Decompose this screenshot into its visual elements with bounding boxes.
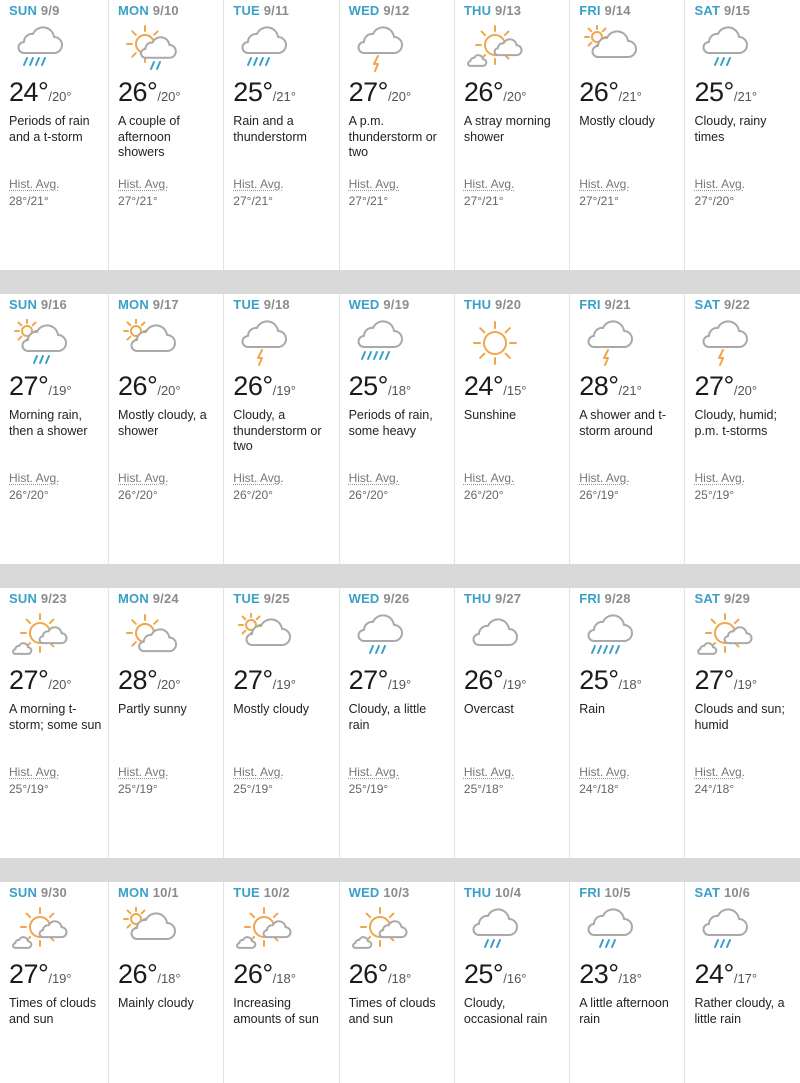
date-label: 9/18 [263,297,290,312]
hist-avg-value: 27°/21° [348,194,389,208]
hist-avg-label[interactable]: Hist. Avg. [694,177,745,191]
sun-clouds-icon [352,907,408,955]
hist-avg-label[interactable]: Hist. Avg. [348,471,400,485]
temperatures [9,959,108,990]
forecast-phrase: Times of clouds and sun [348,996,436,1026]
hist-avg-label[interactable]: Hist. Avg. [233,471,284,485]
day-of-week: FRI [579,591,601,606]
temperatures [233,77,338,108]
low-temp: /18° [387,383,412,398]
low-temp: /20° [157,89,181,104]
forecast-phrase: Mostly cloudy, a shower [118,408,207,438]
forecast-phrase: A couple of afternoon showers [118,114,180,159]
hist-avg-value: 27°/20° [694,194,735,208]
hist-avg-value: 24°/18° [694,782,735,796]
low-temp: /20° [733,383,758,398]
day-of-week: SUN [9,297,38,312]
heavy-rain-icon [352,319,408,367]
date-label: 9/21 [604,297,631,312]
forecast-phrase: Clouds and sun; humid [694,702,785,732]
date-label: 9/11 [263,3,290,18]
low-temp: /19° [48,383,72,398]
week-row [0,0,800,270]
day-cell[interactable] [569,882,684,1083]
high-temp: 25° [694,77,734,107]
day-cell[interactable] [339,588,454,858]
sun-clouds-icon [467,25,523,73]
forecast-phrase: Morning rain, then a shower [9,408,88,438]
forecast-phrase: Rather cloudy, a little rain [694,996,785,1026]
date-label: 9/13 [495,3,522,18]
hist-avg-value: 26°/19° [579,488,619,502]
day-cell[interactable] [0,588,108,858]
cloud-icon [467,613,523,661]
temperatures [349,371,454,402]
high-temp: 25° [463,959,504,989]
hist-avg-value: 25°/19° [118,782,158,796]
day-of-week: THU [463,3,492,18]
temperatures [464,665,569,696]
low-temp: /21° [733,89,758,104]
forecast-phrase: Increasing amounts of sun [233,996,319,1026]
date-label: 10/6 [723,885,751,900]
hist-avg-value: 26°/20° [233,488,273,502]
day-date [9,591,108,606]
hist-avg-label[interactable]: Hist. Avg. [579,177,630,191]
hist-avg-value: 27°/21° [118,194,158,208]
sun-clouds-icon [697,613,753,661]
temperatures [349,77,454,108]
day-date [694,591,799,606]
date-label: 10/2 [263,885,290,900]
day-of-week: SUN [9,591,38,606]
sun-clouds-icon [236,907,292,955]
date-label: 10/3 [383,885,410,900]
day-of-week: THU [463,885,492,900]
temperatures [579,959,684,990]
hist-avg-value: 27°/21° [463,194,504,208]
high-temp: 25° [579,665,619,695]
forecast-phrase: Mostly cloudy [233,702,310,716]
forecast-phrase: Overcast [463,702,514,716]
forecast-phrase: Cloudy, occasional rain [463,996,548,1026]
date-label: 9/29 [723,591,751,606]
day-of-week: TUE [233,3,260,18]
day-date [9,297,108,312]
day-cell[interactable] [684,294,799,564]
low-temp: /20° [48,89,72,104]
high-temp: 27° [694,665,734,695]
day-cell[interactable] [569,0,684,270]
day-of-week: MON [118,3,149,18]
hist-avg-value: 25°/19° [233,782,273,796]
forecast-phrase: Cloudy, a little rain [348,702,427,732]
high-temp: 27° [694,371,734,401]
day-date [118,3,223,18]
low-temp: /19° [272,383,296,398]
forecast-phrase: Periods of rain, some heavy [348,408,433,438]
day-cell[interactable] [569,588,684,858]
high-temp: 26° [233,959,273,989]
temperatures [464,371,569,402]
hist-avg-value: 27°/21° [233,194,273,208]
cloud-light-rain-icon [582,907,638,955]
hist-avg-label[interactable]: Hist. Avg. [9,471,60,485]
day-cell[interactable] [0,294,108,564]
date-label: 9/24 [152,591,179,606]
temperatures [579,371,684,402]
day-date [118,885,223,900]
high-temp: 24° [694,959,734,989]
day-date [579,297,684,312]
high-temp: 27° [9,959,49,989]
rain-icon [236,25,292,73]
date-label: 9/20 [495,297,522,312]
date-label: 9/12 [383,3,410,18]
forecast-phrase: Cloudy, a thunderstorm or two [233,408,322,453]
date-label: 9/30 [40,885,67,900]
date-label: 9/14 [604,3,631,18]
thunderstorm-icon [582,319,638,367]
day-of-week: MON [118,591,149,606]
hist-avg-label[interactable]: Hist. Avg. [579,765,630,779]
week-row [0,564,800,858]
temperatures [118,77,223,108]
forecast-phrase: Sunshine [463,408,517,422]
day-cell[interactable] [339,882,454,1083]
hist-avg-value: 26°/20° [118,488,158,502]
forecast-phrase: A shower and t-storm around [579,408,667,438]
day-date [579,885,684,900]
hist-avg-label[interactable]: Hist. Avg. [463,471,515,485]
day-cell[interactable] [569,294,684,564]
high-temp: 25° [348,371,388,401]
partly-sunny-icon [121,613,177,661]
high-temp: 26° [579,77,619,107]
day-of-week: WED [348,885,380,900]
date-label: 9/15 [723,3,751,18]
day-of-week: THU [463,297,492,312]
day-cell[interactable] [684,588,799,858]
temperatures [9,665,108,696]
day-cell[interactable] [223,0,338,270]
hist-avg-label[interactable]: Hist. Avg. [694,471,745,485]
low-temp: /18° [272,971,296,986]
forecast-phrase: A p.m. thunderstorm or two [348,114,437,159]
low-temp: /21° [618,89,642,104]
hist-avg-value: 26°/20° [348,488,389,502]
day-of-week: THU [463,591,492,606]
day-cell[interactable] [223,882,338,1083]
day-of-week: MON [118,885,149,900]
forecast-phrase: A little afternoon rain [579,996,669,1026]
day-date [233,885,338,900]
date-label: 9/22 [723,297,751,312]
day-cell[interactable] [339,0,454,270]
date-label: 9/10 [152,3,179,18]
day-of-week: TUE [233,297,260,312]
cloud-light-rain-icon [352,613,408,661]
high-temp: 26° [463,665,504,695]
week-row [0,858,800,1083]
day-cell[interactable] [0,0,108,270]
hist-avg-label[interactable]: Hist. Avg. [579,471,630,485]
day-of-week: MON [118,297,149,312]
date-label: 10/5 [604,885,631,900]
date-label: 9/17 [152,297,179,312]
day-date [9,3,108,18]
day-date [349,3,454,18]
day-date [464,591,569,606]
day-date [233,297,338,312]
hist-avg-label[interactable]: Hist. Avg. [118,471,169,485]
temperatures [579,665,684,696]
temperatures [349,959,454,990]
day-date [464,297,569,312]
high-temp: 28° [579,371,619,401]
hist-avg-label[interactable]: Hist. Avg. [348,177,400,191]
forecast-phrase: Rain and a thunderstorm [233,114,307,144]
day-of-week: FRI [579,3,601,18]
low-temp: /19° [733,677,758,692]
temperatures [233,371,338,402]
temperatures [9,77,108,108]
high-temp: 27° [9,665,49,695]
hist-avg-value: 25°/18° [463,782,504,796]
temperatures [349,665,454,696]
day-cell[interactable] [684,882,799,1083]
temperatures [464,959,569,990]
day-date [694,3,799,18]
hist-avg-value: 25°/19° [694,488,735,502]
day-date [118,297,223,312]
low-temp: /19° [503,677,527,692]
day-cell[interactable] [108,0,223,270]
temperatures [118,959,223,990]
temperatures [233,959,338,990]
date-label: 9/19 [383,297,410,312]
day-date [579,591,684,606]
day-cell[interactable] [108,588,223,858]
high-temp: 26° [233,371,273,401]
hist-avg-value: 26°/20° [463,488,504,502]
day-date [694,885,799,900]
low-temp: /18° [618,677,642,692]
day-of-week: SUN [9,885,38,900]
forecast-phrase: Mostly cloudy [579,114,655,128]
day-cell[interactable] [454,294,569,564]
low-temp: /18° [618,971,642,986]
hist-avg-value: 25°/19° [348,782,389,796]
low-temp: /16° [503,971,527,986]
temperatures [233,665,338,696]
sun-clouds-icon [12,907,68,955]
high-temp: 24° [9,77,49,107]
sun-cloud-rain-icon [121,25,177,73]
high-temp: 27° [9,371,49,401]
day-cell[interactable] [108,294,223,564]
day-date [349,591,454,606]
temperatures [694,77,799,108]
temperatures [694,665,799,696]
day-of-week: WED [348,3,380,18]
day-cell[interactable] [108,882,223,1083]
low-temp: /18° [157,971,181,986]
temperatures [118,665,223,696]
hist-avg-label[interactable]: Hist. Avg. [118,177,169,191]
cloud-light-rain-icon [697,25,753,73]
date-label: 10/1 [152,885,179,900]
cloud-light-rain-icon [697,907,753,955]
day-cell[interactable] [339,294,454,564]
high-temp: 23° [579,959,619,989]
date-label: 9/23 [40,591,67,606]
high-temp: 26° [118,77,158,107]
thunderstorm-icon [697,319,753,367]
low-temp: /19° [48,971,72,986]
hist-avg-label[interactable]: Hist. Avg. [9,177,60,191]
hist-avg-value: 26°/20° [9,488,49,502]
hist-avg-label[interactable]: Hist. Avg. [233,765,284,779]
hist-avg-value: 27°/21° [579,194,619,208]
day-cell[interactable] [0,882,108,1083]
day-date [464,3,569,18]
high-temp: 26° [348,959,388,989]
day-cell[interactable] [454,882,569,1083]
hist-avg-value: 28°/21° [9,194,49,208]
forecast-phrase: Cloudy, humid; p.m. t-storms [694,408,777,438]
low-temp: /20° [157,677,181,692]
forecast-phrase: Times of clouds and sun [9,996,97,1026]
hist-avg-label[interactable]: Hist. Avg. [463,765,515,779]
mostly-cloudy-icon [236,613,292,661]
high-temp: 28° [118,665,158,695]
low-temp: /20° [48,677,72,692]
day-date [349,885,454,900]
day-of-week: WED [348,591,380,606]
day-of-week: SAT [694,297,721,312]
forecast-phrase: Periods of rain and a t-storm [9,114,90,144]
day-of-week: SAT [694,885,721,900]
hist-avg-label[interactable]: Hist. Avg. [694,765,745,779]
day-cell[interactable] [223,588,338,858]
day-of-week: WED [348,297,380,312]
mostly-cloudy-icon [582,25,638,73]
day-of-week: SAT [694,3,721,18]
day-date [579,3,684,18]
hist-avg-label[interactable]: Hist. Avg. [118,765,169,779]
date-label: 10/4 [495,885,522,900]
day-date [464,885,569,900]
date-label: 9/25 [263,591,290,606]
day-of-week: TUE [233,591,260,606]
high-temp: 27° [348,665,388,695]
day-of-week: FRI [579,885,601,900]
day-cell[interactable] [454,588,569,858]
day-of-week: FRI [579,297,601,312]
sun-cloud-rain-small-icon [12,319,68,367]
day-cell[interactable] [684,0,799,270]
mostly-cloudy-icon [121,319,177,367]
day-of-week: TUE [233,885,260,900]
forecast-phrase: A morning t-storm; some sun [9,702,102,732]
forecast-phrase: Partly sunny [118,702,187,716]
day-date [694,297,799,312]
hist-avg-label[interactable]: Hist. Avg. [9,765,60,779]
day-date [9,885,108,900]
high-temp: 26° [118,371,158,401]
day-date [349,297,454,312]
forecast-phrase: Cloudy, rainy times [694,114,767,144]
temperatures [579,77,684,108]
day-date [233,3,338,18]
low-temp: /18° [387,971,412,986]
date-label: 9/28 [604,591,631,606]
high-temp: 24° [463,371,504,401]
hist-avg-label[interactable]: Hist. Avg. [463,177,515,191]
high-temp: 26° [463,77,504,107]
temperatures [694,959,799,990]
low-temp: /19° [272,677,296,692]
day-date [233,591,338,606]
date-label: 9/26 [383,591,410,606]
heavy-rain-icon [582,613,638,661]
forecast-phrase: Mainly cloudy [118,996,194,1010]
thunderstorm-icon [236,319,292,367]
low-temp: /19° [387,677,412,692]
date-label: 9/9 [40,3,60,18]
low-temp: /17° [733,971,758,986]
sun-icon [467,319,523,367]
rain-icon [12,25,68,73]
date-label: 9/27 [495,591,522,606]
temperatures [694,371,799,402]
low-temp: /20° [157,383,181,398]
low-temp: /21° [618,383,642,398]
cloud-light-rain-icon [467,907,523,955]
hist-avg-value: 25°/19° [9,782,49,796]
day-date [118,591,223,606]
temperatures [464,77,569,108]
low-temp: /15° [503,383,527,398]
low-temp: /21° [272,89,296,104]
temperatures [9,371,108,402]
week-row [0,270,800,564]
hist-avg-label[interactable]: Hist. Avg. [233,177,284,191]
high-temp: 26° [118,959,158,989]
low-temp: /20° [503,89,527,104]
hist-avg-label[interactable]: Hist. Avg. [348,765,400,779]
high-temp: 25° [233,77,273,107]
temperatures [118,371,223,402]
forecast-phrase: Rain [579,702,605,716]
high-temp: 27° [233,665,273,695]
forecast-phrase: A stray morning shower [463,114,551,144]
thunderstorm-icon [352,25,408,73]
hist-avg-value: 24°/18° [579,782,619,796]
day-of-week: SUN [9,3,38,18]
date-label: 9/16 [40,297,67,312]
sun-clouds-icon [12,613,68,661]
day-cell[interactable] [223,294,338,564]
day-cell[interactable] [454,0,569,270]
day-of-week: SAT [694,591,721,606]
mostly-cloudy-icon [121,907,177,955]
high-temp: 27° [348,77,388,107]
low-temp: /20° [387,89,412,104]
